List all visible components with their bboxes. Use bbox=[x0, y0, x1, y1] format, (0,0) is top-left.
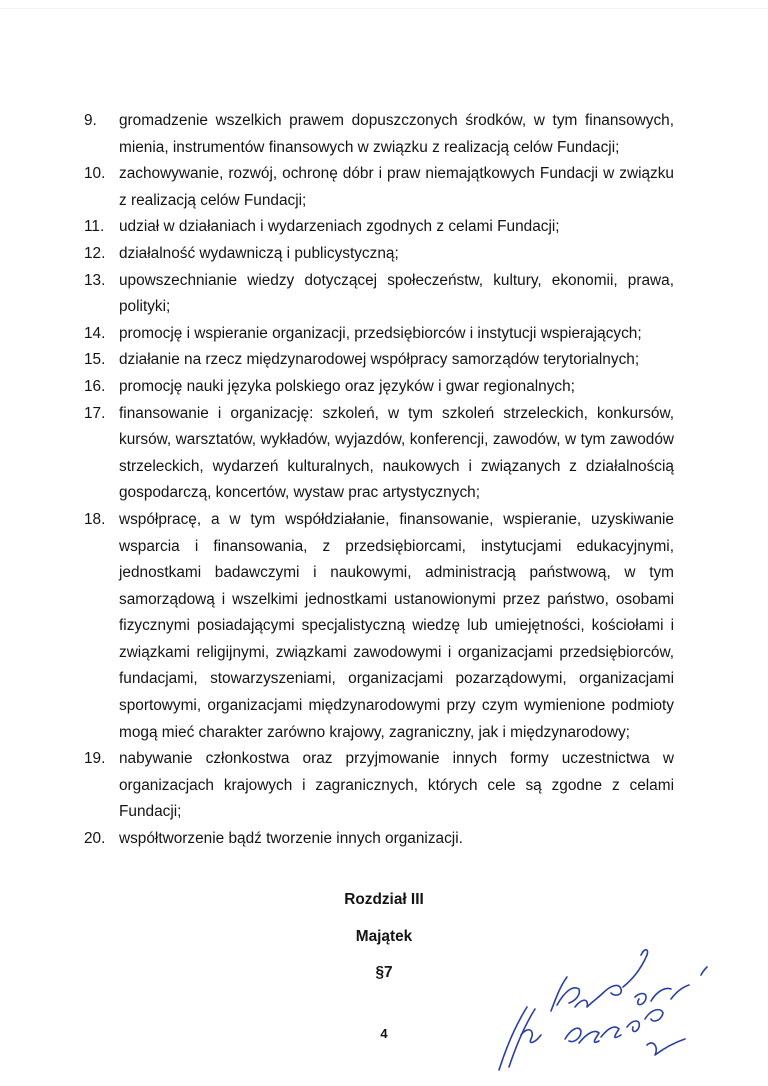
list-item-text: zachowywanie, rozwój, ochronę dóbr i praw niemajątkowych Fundacji w związku z realizacją celów Fundacji; bbox=[119, 165, 674, 209]
list-item bbox=[84, 214, 674, 241]
list-item-text: promocję nauki języka polskiego oraz języków i gwar regionalnych; bbox=[119, 377, 575, 395]
list-item bbox=[84, 161, 674, 214]
handwritten-signature bbox=[495, 935, 725, 1075]
list-item-number: 20. bbox=[84, 830, 106, 848]
list-item bbox=[84, 108, 674, 161]
list-item bbox=[84, 241, 674, 268]
list-item-text: upowszechnianie wiedzy dotyczącej społeczeństw, kultury, ekonomii, prawa, polityki; bbox=[119, 271, 674, 316]
list-item-text: działalność wydawniczą i publicystyczną; bbox=[119, 244, 399, 262]
list-item-number: 11. bbox=[84, 218, 105, 236]
list-item-number: 16. bbox=[84, 377, 106, 395]
list-item bbox=[84, 826, 674, 853]
list-item-number: 15. bbox=[84, 351, 106, 369]
list-item-text: działanie na rzecz międzynarodowej współpracy samorządów terytorialnych; bbox=[119, 351, 640, 369]
list-item-number: 10. bbox=[84, 165, 106, 183]
list-item-number: 9. bbox=[84, 112, 97, 129]
list-item-text: udział w działaniach i wydarzeniach zgodnych z celami Fundacji; bbox=[119, 218, 560, 236]
chapter-title: Rozdział III bbox=[344, 891, 424, 908]
section-mark: §7 bbox=[375, 964, 393, 981]
list-item-text: finansowanie i organizację: szkoleń, w tym szkoleń strzeleckich, konkursów, kursów, warsztatów, wykładów, wyjazdów, konferencji, zawodów, w tym zawodów strzeleckich, wydarzeń kulturalnych, naukowych i związanych z działalnością gospodarczą, koncertów, wystaw prac artystycznych; bbox=[119, 404, 674, 502]
list-item bbox=[84, 507, 674, 746]
list-item bbox=[84, 746, 674, 826]
list-item-text: nabywanie członkostwa oraz przyjmowanie innych formy uczestnictwa w organizacjach krajowych i zagranicznych, których cele są zgodne z celami Fundacji; bbox=[119, 750, 674, 821]
scan-edge-line bbox=[0, 8, 768, 9]
list-item-text: gromadzenie wszelkich prawem dopuszczonych środków, w tym finansowych, mienia, instrumentów finansowych w związku z realizacją celów Fundacji; bbox=[119, 112, 674, 156]
list-item-number: 19. bbox=[84, 750, 106, 768]
list-item bbox=[84, 268, 674, 321]
list-item-number: 13. bbox=[84, 271, 106, 289]
objectives-list bbox=[84, 108, 674, 853]
list-item-number: 17. bbox=[84, 404, 106, 422]
list-item-text: promocję i wspieranie organizacji, przedsiębiorców i instytucji wspierających; bbox=[119, 324, 642, 342]
list-item bbox=[84, 347, 674, 374]
list-item bbox=[84, 374, 674, 401]
list-item-number: 18. bbox=[84, 510, 106, 528]
list-item-text: współtworzenie bądź tworzenie innych organizacji. bbox=[119, 830, 463, 848]
list-item bbox=[84, 321, 674, 348]
list-item-text: współpracę, a w tym współdziałanie, finansowanie, wspieranie, uzyskiwanie wsparcia i finansowania, z przedsiębiorcami, instytucjami edukacyjnymi, jednostkami badawczymi i naukowymi, administracją państwową, w tym samorządową i wszelkimi jednostkami ustanowionymi przez państwo, osobami fizycznymi posiadającymi specjalistyczną wiedzę lub umiejętności, kościołami i związkami religijnymi, związkami zawodowymi i organizacjami przedsiębiorców, fundacjami, stowarzyszeniami, organizacjami pozarządowymi, organizacjami sportowymi, organizacjami międzynarodowymi przy czym wymienione podmioty mogą mieć charakter zarówno krajowy, zagraniczny, jak i międzynarodowy; bbox=[119, 510, 674, 741]
list-item bbox=[84, 401, 674, 507]
page-number: 4 bbox=[380, 1026, 388, 1041]
list-item-number: 14. bbox=[84, 324, 106, 342]
chapter-subtitle: Majątek bbox=[355, 928, 413, 945]
list-item-number: 12. bbox=[84, 244, 106, 262]
